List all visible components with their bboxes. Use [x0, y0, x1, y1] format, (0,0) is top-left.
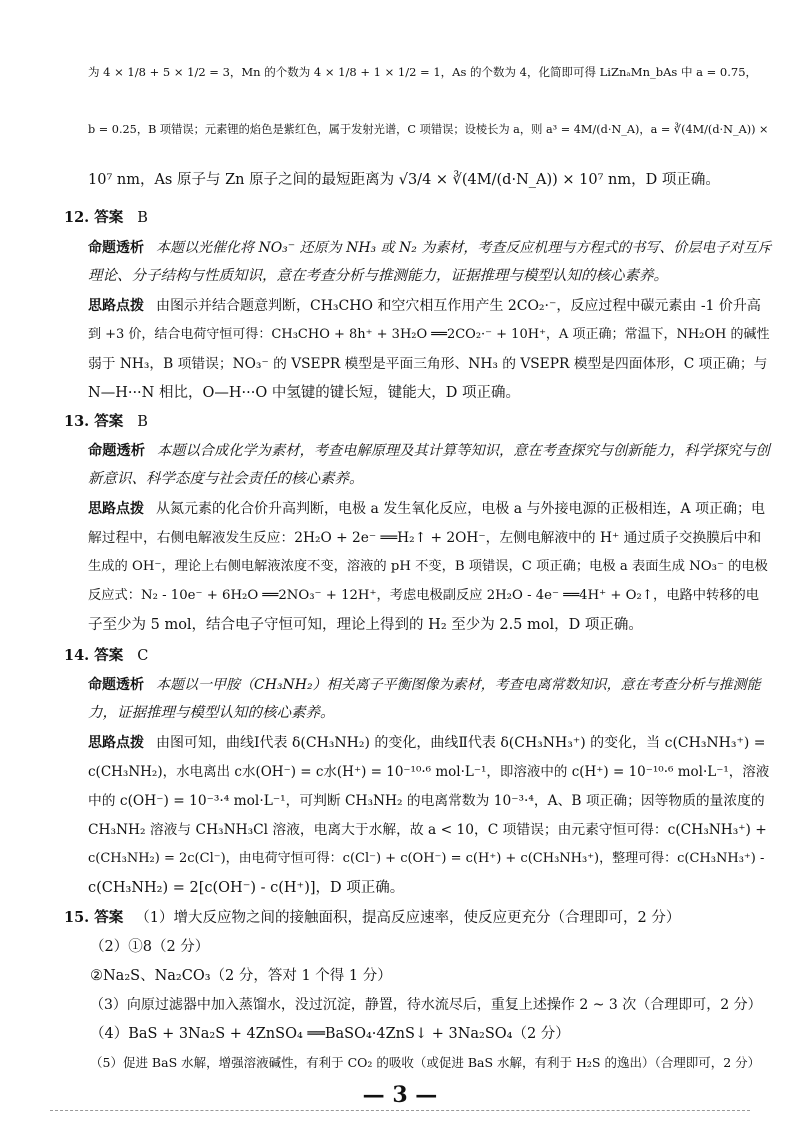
- q14-hint-line-5: c(CH₃NH₂) = 2c(Cl⁻)，由电荷守恒可得：c(Cl⁻) + c(OH⁻) = c(H⁺) + c(CH₃NH₃⁺)，整理可得：c(CH₃NH₃⁺) -: [88, 851, 765, 866]
- q12-hint-line-3: 弱于 NH₃，B 项错误；NO₃⁻ 的 VSEPR 模型是平面三角形、NH₃ 的 VSEPR 模型是四面体形，C 项正确；与: [88, 356, 768, 372]
- q13-hint-text-1: 从氮元素的化合价升高判断，电极 a 发生氧化反应，电极 a 与外接电源的正极相连，A 项正确；电: [156, 501, 766, 517]
- q13-header: [64, 412, 770, 432]
- q13-hint-label: 思路点拨: [88, 501, 144, 517]
- q14-header: [64, 646, 770, 666]
- footer-divider: [50, 1110, 750, 1111]
- q15-answer-line-2: （2）①8（2 分）: [90, 939, 210, 955]
- q15-answer-line-4: （3）向原过滤器中加入蒸馏水，没过沉淀，静置，待水流尽后，重复上述操作 2 ~ 3 次（合理即可，2 分）: [90, 997, 762, 1013]
- q14-hint-text-1: 由图可知，曲线Ⅰ代表 δ(CH₃NH₂) 的变化，曲线Ⅱ代表 δ(CH₃NH₃⁺) 的变化，当 c(CH₃NH₃⁺) =: [156, 735, 766, 751]
- q14-analysis-line-2: 力，证据推理与模型认知的核心素养。: [88, 705, 335, 721]
- q12-hint-line-4: N—H···N 相比，O—H···O 中氢键的键长短，键能大，D 项正确。: [88, 385, 521, 401]
- q14-hint-label: 思路点拨: [88, 735, 144, 751]
- q12-number: 12. 答案: [64, 209, 124, 226]
- q15-answer-line-6: （5）促进 BaS 水解，增强溶液碱性，有利于 CO₂ 的吸收（或促进 BaS 水解，有利于 H₂S 的逸出）（合理即可，2 分）: [90, 1055, 761, 1070]
- q12-hint-line-2: 到 +3 价，结合电荷守恒可得：CH₃CHO + 8h⁺ + 3H₂O ══2CO₂·⁻ + 10H⁺，A 项正确；常温下，NH₂OH 的碱性: [88, 327, 770, 342]
- q15-answer-line-3: ②Na₂S、Na₂CO₃（2 分，答对 1 个得 1 分）: [90, 968, 392, 984]
- q12-hint-text-1: 由图示并结合题意判断，CH₃CHO 和空穴相互作用产生 2CO₂·⁻，反应过程中碳元素由 -1 价升高: [156, 298, 761, 314]
- q12-analysis-line-2: 理论、分子结构与性质知识，意在考查分析与推测能力，证据推理与模型认知的核心素养。: [88, 268, 668, 284]
- q13-number: 13. 答案: [64, 413, 124, 430]
- q13-hint-line-1: [88, 499, 770, 519]
- q13-analysis-line-1: [88, 441, 770, 461]
- continuation-line-3: 10⁷ nm，As 原子与 Zn 原子之间的最短距离为 √3/4 × ∛(4M/(d·N_A)) × 10⁷ nm，D 项正确。: [88, 172, 720, 188]
- q13-analysis-text-1: 本题以合成化学为素材，考查电解原理及其计算等知识，意在考查探究与创新能力，科学探究与创: [157, 443, 770, 459]
- q13-hint-line-3: 生成的 OH⁻，理论上右侧电解液浓度不变，溶液的 pH 不变，B 项错误，C 项正确；电极 a 表面生成 NO₃⁻ 的电极: [88, 559, 768, 574]
- q14-analysis-line-1: [88, 675, 770, 695]
- q12-analysis-line-1: [88, 238, 770, 258]
- q12-hint-label: 思路点拨: [88, 298, 144, 314]
- page-number: — 3 —: [362, 1082, 438, 1108]
- q14-hint-line-6: c(CH₃NH₂) = 2[c(OH⁻) - c(H⁺)]，D 项正确。: [88, 880, 405, 896]
- q13-hint-line-4: 反应式：N₂ - 10e⁻ + 6H₂O ══2NO₃⁻ + 12H⁺，考虑电极副反应 2H₂O - 4e⁻ ══4H⁺ + O₂↑，电路中转移的电: [88, 588, 759, 603]
- q14-answer: C: [137, 648, 149, 664]
- q14-analysis-label: 命题透析: [88, 677, 144, 693]
- q13-hint-line-5: 子至少为 5 mol，结合电子守恒可知，理论上得到的 H₂ 至少为 2.5 mol，D 项正确。: [88, 617, 643, 633]
- q15-header: [64, 908, 770, 928]
- q14-number: 14. 答案: [64, 647, 124, 664]
- q13-analysis-line-2: 新意识、科学态度与社会责任的核心素养。: [88, 471, 364, 487]
- continuation-line-2: b = 0.25，B 项错误；元素锂的焰色是紫红色，属于发射光谱，C 项错误；设棱长为 a，则 a³ = 4M/(d·N_A)，a = ∛(4M/(d·N_A)) ×: [88, 123, 769, 136]
- q14-analysis-text-1: 本题以一甲胺（CH₃NH₂）相关离子平衡图像为素材，考查电离常数知识，意在考查分析与推测能: [156, 677, 761, 693]
- q14-hint-line-3: 中的 c(OH⁻) = 10⁻³·⁴ mol·L⁻¹，可判断 CH₃NH₂ 的电离常数为 10⁻³·⁴，A、B 项正确；因等物质的量浓度的: [88, 793, 765, 809]
- q15-answer-line-5: （4）BaS + 3Na₂S + 4ZnSO₄ ══BaSO₄·4ZnS↓ + 3Na₂SO₄（2 分）: [90, 1026, 570, 1042]
- q15-number: 15. 答案: [64, 909, 124, 926]
- q12-hint-line-1: [88, 296, 770, 316]
- q14-hint-line-2: c(CH₃NH₂)，水电离出 c水(OH⁻) = c水(H⁺) = 10⁻¹⁰·⁶ mol·L⁻¹，即溶液中的 c(H⁺) = 10⁻¹⁰·⁶ mol·L⁻¹，溶液: [88, 764, 770, 780]
- q14-hint-line-1: [88, 733, 770, 753]
- q13-hint-line-2: 解过程中，右侧电解液发生反应：2H₂O + 2e⁻ ══H₂↑ + 2OH⁻，左侧电解液中的 H⁺ 通过质子交换膜后中和: [88, 530, 762, 546]
- q12-analysis-label: 命题透析: [88, 240, 144, 256]
- q13-analysis-label: 命题透析: [88, 443, 146, 459]
- q15-answer-line-1: （1）增大反应物之间的接触面积，提高反应速率，使反应更充分（合理即可，2 分）: [135, 910, 681, 926]
- q12-analysis-text-1: 本题以光催化将 NO₃⁻ 还原为 NH₃ 或 N₂ 为素材，考查反应机理与方程式的书写、价层电子对互斥: [156, 240, 772, 256]
- continuation-line-1: 为 4 × 1/8 + 5 × 1/2 = 3，Mn 的个数为 4 × 1/8 + 1 × 1/2 = 1，As 的个数为 4，化简即可得 LiZnₐMn_bAs 中 a = 0.75，: [88, 65, 758, 79]
- q12-answer: B: [137, 210, 148, 226]
- q13-answer: B: [137, 414, 148, 430]
- q12-header: [64, 208, 770, 228]
- q14-hint-line-4: CH₃NH₂ 溶液与 CH₃NH₃Cl 溶液，电离大于水解，故 a < 10，C 项错误；由元素守恒可得：c(CH₃NH₃⁺) +: [88, 822, 767, 838]
